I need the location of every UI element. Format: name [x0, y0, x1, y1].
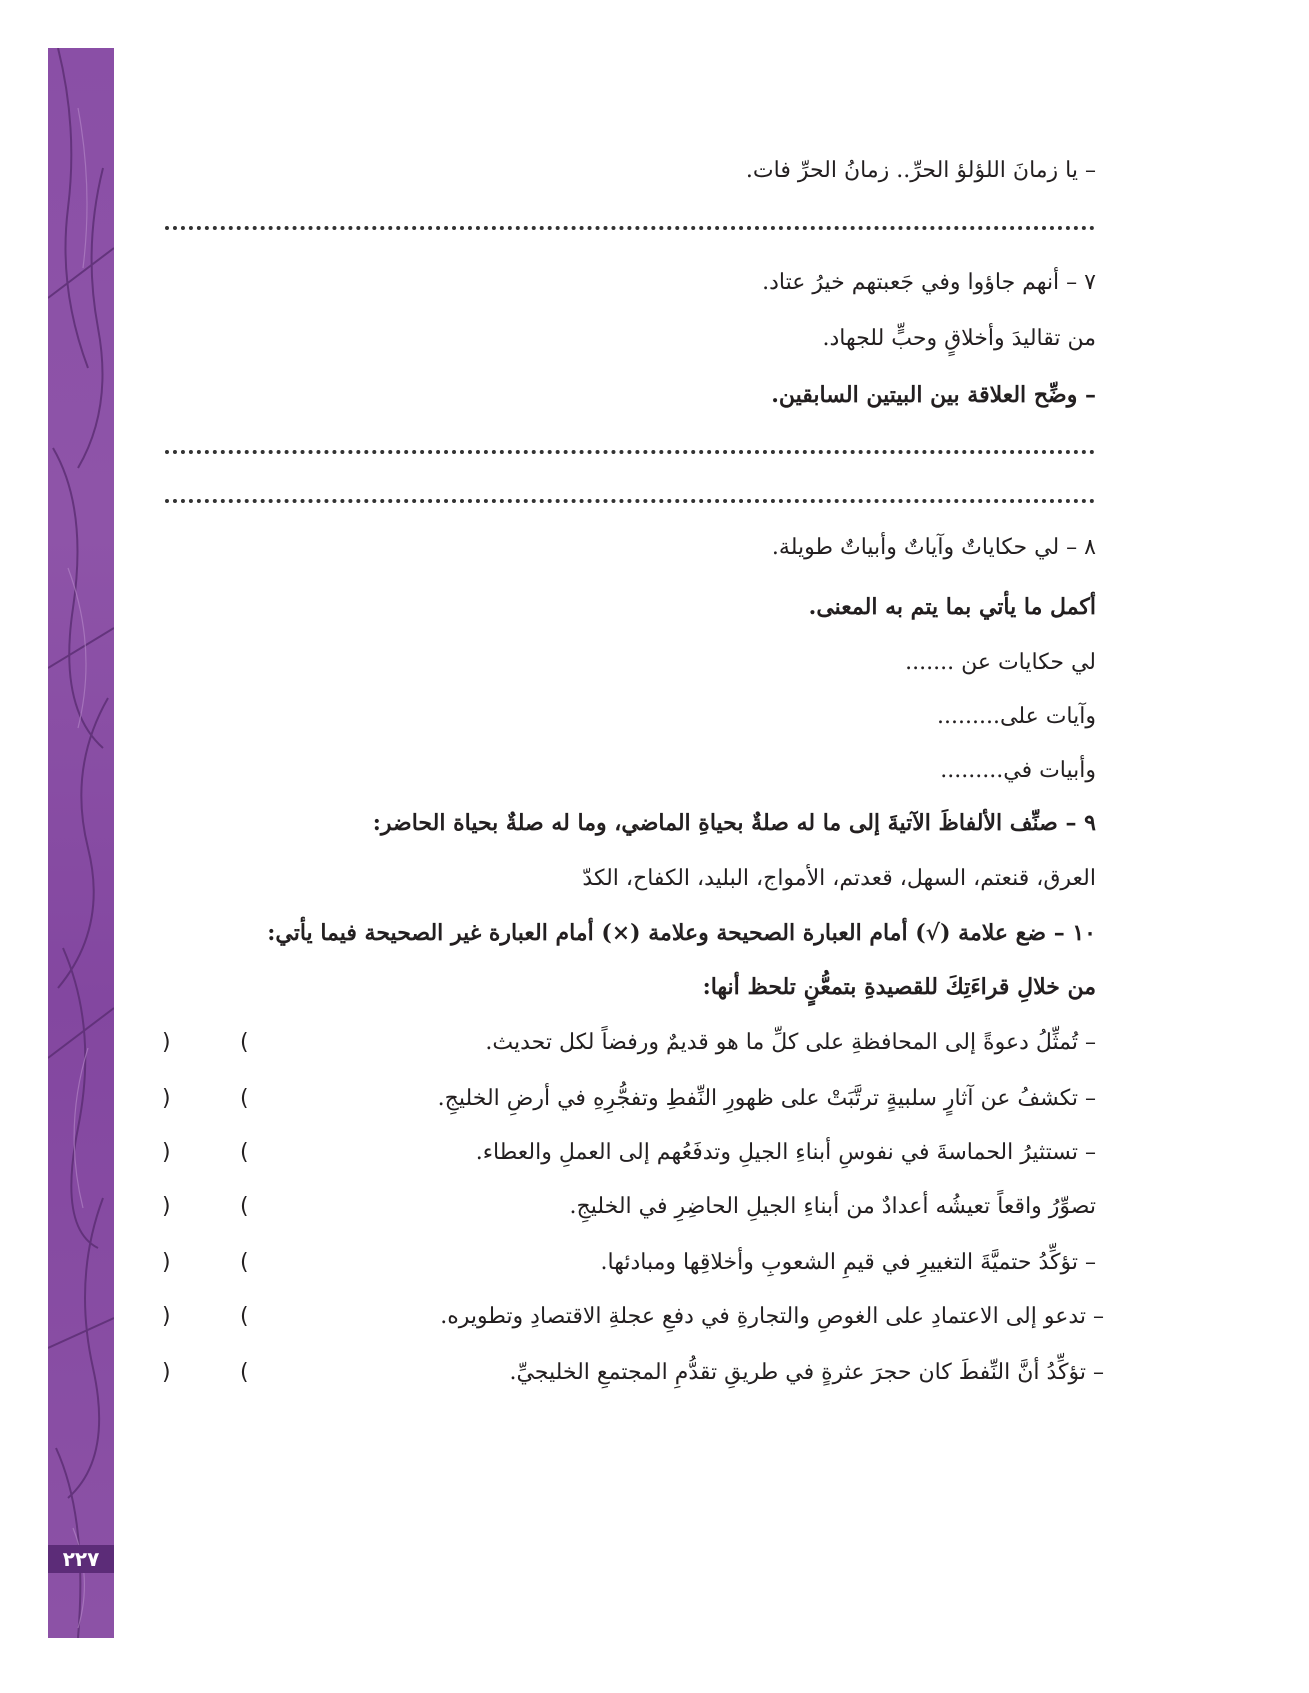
q9-words: العرق، قنعتم، السهل، قعدتم، الأمواج، البليد، الكفاح، الكدّ — [582, 866, 1096, 891]
statement-6: – تدعو إلى الاعتمادِ على الغوصِ والتجارةِ في دفعِ عجلةِ الاقتصادِ وتطويره. — [440, 1304, 1104, 1329]
answer-dotted-line — [165, 222, 1095, 230]
q7-verse-1: ٧ – أنهم جاؤوا وفي جَعبتهم خيرُ عتاد. — [762, 270, 1096, 295]
statement-2: – تكشفُ عن آثارٍ سلبيةٍ ترتَّبَتْ على ظهورِ النِّفطِ وتفجُّرِهِ في أرضِ الخليجِ. — [437, 1086, 1096, 1111]
decorative-side-band — [48, 48, 114, 1638]
answer-open-paren: ( — [240, 1140, 249, 1165]
q7-instruction: – وضِّح العلاقة بين البيتين السابقين. — [771, 382, 1096, 408]
page-number: ٢٢٧ — [48, 1545, 114, 1573]
pattern-lines — [48, 48, 114, 1638]
q10-question: ١٠ – ضع علامة (√) أمام العبارة الصحيحة وعلامة (×) أمام العبارة غير الصحيحة فيما يأتي: — [267, 920, 1096, 946]
q8-completion-2: وآيات على......... — [937, 704, 1096, 729]
answer-close-paren: ) — [162, 1304, 171, 1329]
answer-open-paren: ( — [240, 1194, 249, 1219]
answer-open-paren: ( — [240, 1304, 249, 1329]
q6-line: – يا زمانَ اللؤلؤ الحرِّ.. زمانُ الحرِّ فات. — [745, 158, 1096, 183]
answer-dotted-line — [165, 446, 1095, 454]
q10-intro: من خلالِ قراءَتِكَ للقصيدةِ بتمعُّنٍ تلحظ أنها: — [702, 974, 1096, 1000]
q8-instruction: أكمل ما يأتي بما يتم به المعنى. — [808, 594, 1096, 620]
q8-completion-3: وأبيات في......... — [940, 758, 1096, 783]
q8-completion-1: لي حكايات عن ....... — [905, 650, 1096, 675]
answer-close-paren: ) — [162, 1194, 171, 1219]
answer-close-paren: ) — [162, 1250, 171, 1275]
answer-close-paren: ) — [162, 1086, 171, 1111]
answer-open-paren: ( — [240, 1086, 249, 1111]
answer-close-paren: ) — [162, 1140, 171, 1165]
q7-verse-2: من تقاليدَ وأخلاقٍ وحبٍّ للجهاد. — [822, 326, 1096, 351]
statement-4: تصوِّرُ واقعاً تعيشُه أعدادٌ من أبناءِ الجيلِ الحاضِرِ في الخليجِ. — [569, 1194, 1096, 1219]
q8-verse: ٨ – لي حكاياتٌ وآياتٌ وأبياتٌ طويلة. — [771, 535, 1096, 560]
answer-open-paren: ( — [240, 1360, 249, 1385]
answer-dotted-line — [165, 495, 1095, 503]
answer-close-paren: ) — [162, 1030, 171, 1055]
q9-question: ٩ – صنِّف الألفاظَ الآتيةَ إلى ما له صلةٌ بحياةِ الماضي، وما له صلةٌ بحياة الحاضر: — [372, 810, 1096, 836]
answer-open-paren: ( — [240, 1030, 249, 1055]
statement-3: – تستثيرُ الحماسةَ في نفوسِ أبناءِ الجيلِ وتدفَعُهم إلى العملِ والعطاء. — [475, 1140, 1096, 1165]
statement-7: – تؤكِّدُ أنَّ النِّفطَ كان حجرَ عثرةٍ في طريقِ تقدُّمِ المجتمعِ الخليجيِّ. — [509, 1360, 1104, 1385]
statement-5: – تؤكِّدُ حتميَّةَ التغييرِ في قيمِ الشعوبِ وأخلاقِها ومبادئها. — [600, 1250, 1096, 1275]
answer-open-paren: ( — [240, 1250, 249, 1275]
answer-close-paren: ) — [162, 1360, 171, 1385]
statement-1: – تُمثِّلُ دعوةً إلى المحافظةِ على كلِّ ما هو قديمٌ ورفضاً لكل تحديث. — [485, 1030, 1096, 1055]
